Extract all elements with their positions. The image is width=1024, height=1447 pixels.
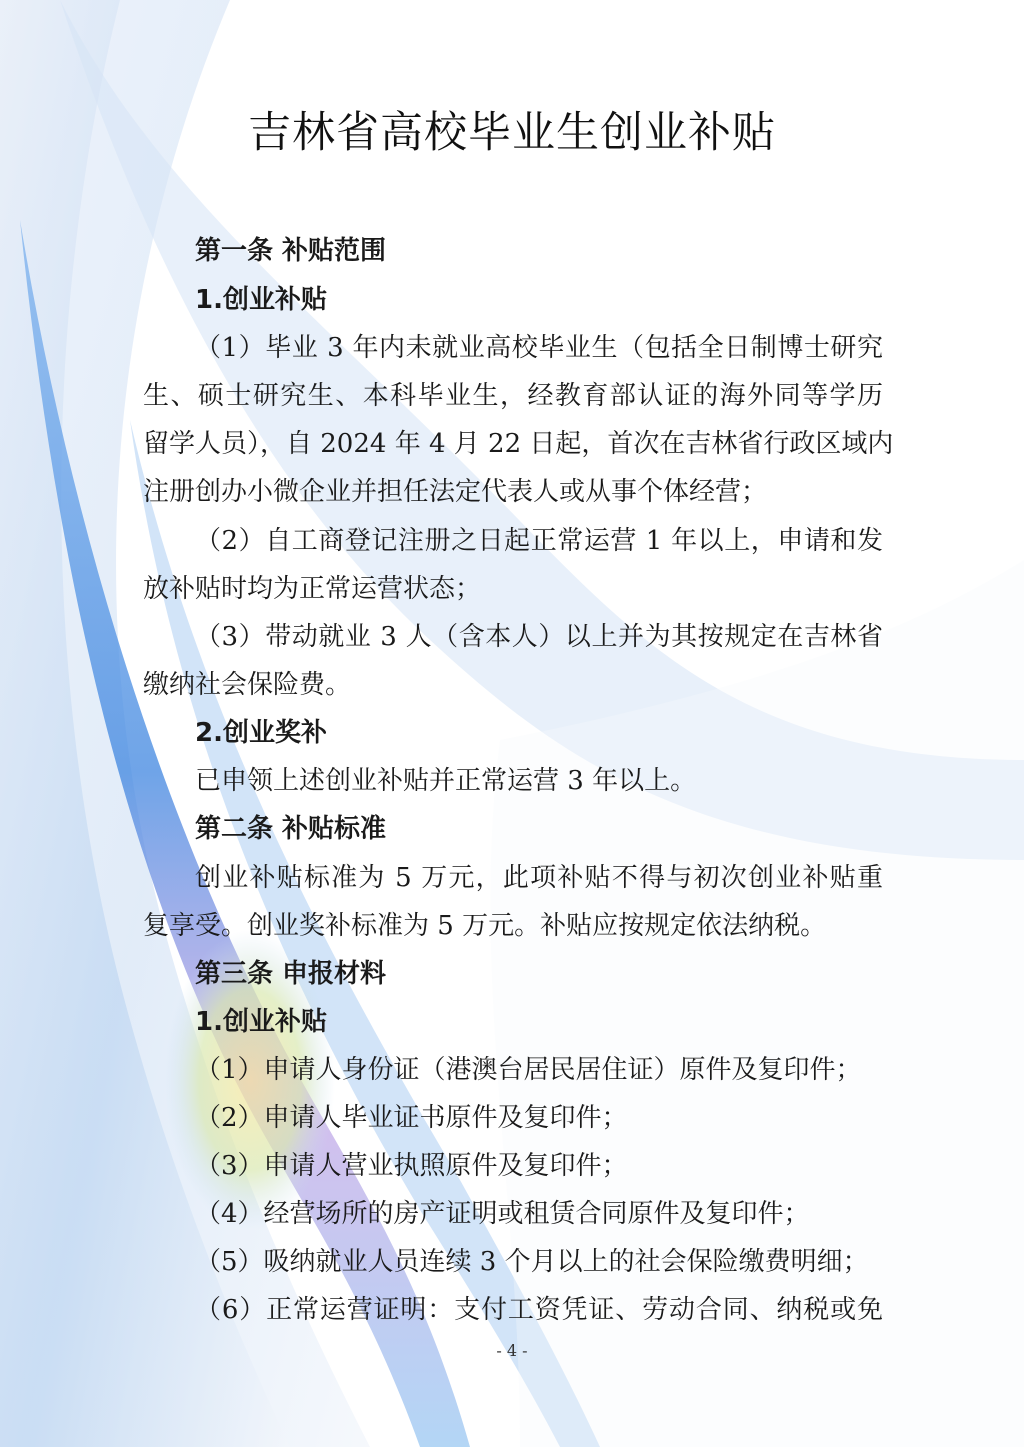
article3-item: （2）申请人毕业证书原件及复印件； xyxy=(195,1103,628,1133)
page-number: - 4 - xyxy=(496,1341,528,1360)
article1-subheading-2: 2.创业奖补 xyxy=(195,718,327,748)
article2-line: 创业补贴标准为 5 万元，此项补贴不得与初次创业补贴重 xyxy=(195,863,883,893)
article1-item2-line: 放补贴时均为正常运营状态； xyxy=(143,574,482,604)
article1-item1-line: （1）毕业 3 年内未就业高校毕业生（包括全日制博士研究 xyxy=(195,333,883,363)
article1-item1-line: 生、硕士研究生、本科毕业生，经教育部认证的海外同等学历 xyxy=(143,381,883,411)
article3-item: （5）吸纳就业人员连续 3 个月以上的社会保险缴费明细； xyxy=(195,1247,869,1277)
article1-item3-line: 缴纳社会保险费。 xyxy=(143,670,352,700)
article3-item: （4）经营场所的房产证明或租赁合同原件及复印件； xyxy=(195,1199,810,1229)
article2-line: 复享受。创业奖补标准为 5 万元。补贴应按规定依法纳税。 xyxy=(143,911,827,941)
article3-item: （6）正常运营证明：支付工资凭证、劳动合同、纳税或免 xyxy=(195,1295,883,1325)
article1-item3-line: （3）带动就业 3 人（含本人）以上并为其按规定在吉林省 xyxy=(195,622,883,652)
article3-item: （3）申请人营业执照原件及复印件； xyxy=(195,1151,628,1181)
article1-subheading-1: 1.创业补贴 xyxy=(195,285,327,315)
article1-heading: 第一条 补贴范围 xyxy=(195,236,387,266)
article3-item: （1）申请人身份证（港澳台居民居住证）原件及复印件； xyxy=(195,1055,862,1085)
document-title: 吉林省高校毕业生创业补贴 xyxy=(248,108,776,158)
article3-subheading-1: 1.创业补贴 xyxy=(195,1007,327,1037)
article3-heading: 第三条 申报材料 xyxy=(195,959,387,989)
article2-heading: 第二条 补贴标准 xyxy=(195,814,387,844)
article1-sub2-text: 已申领上述创业补贴并正常运营 3 年以上。 xyxy=(195,766,697,796)
article1-item1-line: 留学人员），自 2024 年 4 月 22 日起，首次在吉林省行政区域内 xyxy=(143,429,894,459)
article1-item1-line: 注册创办小微企业并担任法定代表人或从事个体经营； xyxy=(143,477,768,507)
article1-item2-line: （2）自工商登记注册之日起正常运营 1 年以上，申请和发 xyxy=(195,526,883,556)
